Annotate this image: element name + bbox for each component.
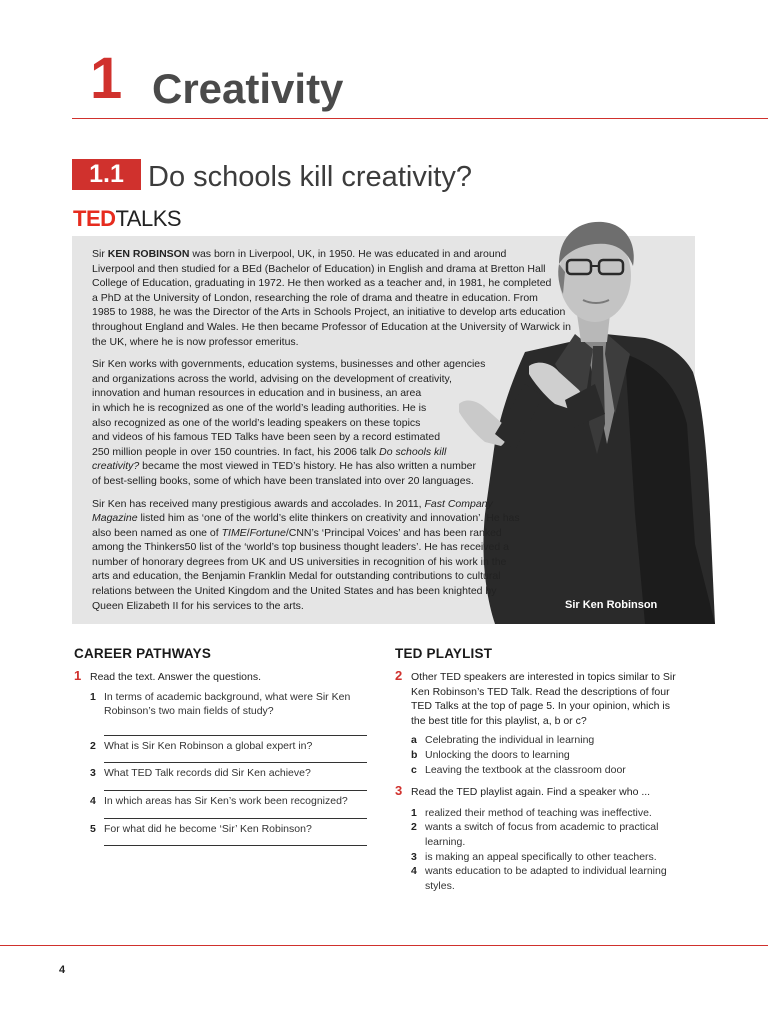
unit-title: Creativity <box>152 65 344 112</box>
question-number: 2 <box>90 739 96 752</box>
option-letter: b <box>411 748 418 761</box>
playlist-item-4 <box>395 864 695 893</box>
publication-name: TIME <box>221 526 247 539</box>
item-number: 1 <box>411 806 417 819</box>
option-a[interactable] <box>395 733 695 748</box>
task-instruction: Read the TED playlist again. Find a speaker who ... <box>411 786 651 799</box>
bio-line: also recognized as one of the world’s leading speakers on these topics <box>92 416 421 429</box>
task-number: 2 <box>395 668 403 683</box>
ted-playlist-section <box>395 646 695 893</box>
bio-text: also been named as one of <box>92 526 222 539</box>
question-text: Robinson’s two main fields of study? <box>104 705 274 718</box>
playlist-item-3 <box>395 850 695 865</box>
bio-line: relations between the United Kingdom and the United States and has been knighted by <box>92 585 497 598</box>
talks-logo-text: TALKS <box>115 206 182 231</box>
question-number: 3 <box>90 767 96 780</box>
photo-caption: Sir Ken Robinson <box>565 599 658 611</box>
option-text: Unlocking the doors to learning <box>425 748 570 761</box>
publication-name: Fortune <box>249 526 286 539</box>
question-number: 4 <box>90 794 96 807</box>
bio-line: number of honorary degrees from UK and US universities in recognition of his work in the <box>92 555 507 568</box>
option-text: Celebrating the individual in learning <box>425 734 595 747</box>
task-instruction: TED Talks at the top of page 5. In your opinion, which is <box>411 700 670 713</box>
bio-line: throughout England and Wales. He then became Professor of Education at the University of Warwick in <box>92 320 571 333</box>
bio-line <box>92 526 571 541</box>
bio-line: Liverpool and then studied for a BEd (Bachelor of Education) in English and drama at Bretton Hall <box>92 262 546 275</box>
bio-line: and videos of his famous TED Talks have been seen by a record estimated <box>92 431 441 444</box>
bio-line: innovation and human resources in education and in business, an area <box>92 387 422 400</box>
bio-line <box>92 247 571 262</box>
task-3 <box>395 785 695 800</box>
item-text: styles. <box>425 879 455 892</box>
item-number: 3 <box>411 850 417 863</box>
biography-text <box>92 247 571 621</box>
career-pathways-heading: CAREER PATHWAYS <box>74 646 212 661</box>
talk-title: creativity? <box>92 460 140 473</box>
bio-line: of best-selling books, some of which have been translated into over 20 languages. <box>92 474 474 487</box>
question-text: For what did he become ‘Sir’ Ken Robinson? <box>104 822 312 835</box>
task-number: 1 <box>74 668 82 683</box>
question-4 <box>74 794 374 809</box>
item-text: wants education to be adapted to individual learning <box>425 865 667 878</box>
option-c[interactable] <box>395 763 695 778</box>
playlist-item-2 <box>395 820 695 849</box>
item-text: realized their method of teaching was ineffective. <box>425 806 652 819</box>
task-instruction: Other TED speakers are interested in topics similar to Sir <box>411 671 676 683</box>
answer-line-4[interactable] <box>104 818 367 819</box>
bio-text: Sir <box>92 248 108 260</box>
publication-name: Fast Company <box>424 497 493 510</box>
option-b[interactable] <box>395 748 695 763</box>
bio-line: College of Education, graduating in 1972. He then worked as a teacher and, in 1981, he completed <box>92 277 552 290</box>
bio-line <box>92 497 571 512</box>
publication-name: Magazine <box>92 512 138 525</box>
ted-logo-text: TED <box>73 206 116 231</box>
bio-line: Queen Elizabeth II for his services to the arts. <box>92 599 304 612</box>
playlist-item-1 <box>395 806 695 821</box>
question-number: 1 <box>90 690 96 703</box>
bio-text: became the most viewed in TED’s history. He has also written a number <box>139 460 476 473</box>
bio-paragraph-3 <box>92 497 571 614</box>
bio-line: in which he is recognized as one of the world’s leading authorities. He is <box>92 401 427 414</box>
bio-line: a PhD at the University of London, researching the role of drama and theatre in education. From <box>92 291 538 304</box>
task-2 <box>395 670 695 728</box>
lesson-number-badge: 1.1 <box>72 159 141 190</box>
item-text: is making an appeal specifically to other teachers. <box>425 850 657 863</box>
question-3 <box>74 766 374 781</box>
option-text: Leaving the textbook at the classroom door <box>425 763 626 776</box>
bio-line <box>92 459 571 474</box>
question-number: 5 <box>90 822 96 835</box>
item-text: wants a switch of focus from academic to practical <box>425 821 659 834</box>
page-number: 4 <box>59 964 66 976</box>
bio-text: / <box>246 526 250 539</box>
task-1 <box>74 670 374 685</box>
bio-text: was born in Liverpool, UK, in 1950. He was educated in and around <box>189 248 507 260</box>
answer-line-5[interactable] <box>104 845 367 846</box>
task-instruction: the best title for this playlist, a, b or c? <box>411 714 587 727</box>
ted-playlist-heading: TED PLAYLIST <box>395 646 493 661</box>
question-5 <box>74 822 374 837</box>
bio-text: 250 million people in over 150 countries. In fact, his 2006 talk <box>92 445 380 458</box>
answer-line-1[interactable] <box>104 735 367 736</box>
bio-line <box>92 511 571 526</box>
talk-title: Do schools kill <box>379 445 447 458</box>
bio-text: Sir Ken has received many prestigious awards and accolades. In 2011, <box>92 497 425 510</box>
speaker-name: KEN ROBINSON <box>107 248 190 260</box>
bio-text: /CNN’s ‘Principal Voices’ and has been ranked <box>285 526 502 539</box>
item-text: learning. <box>425 835 466 848</box>
question-1 <box>74 690 374 719</box>
unit-number: 1 <box>90 46 123 111</box>
item-number: 2 <box>411 821 417 834</box>
answer-line-3[interactable] <box>104 790 367 791</box>
bio-line: arts and education, the Benjamin Franklin Medal for outstanding contributions to cultural <box>92 570 501 583</box>
bio-line: 1985 to 1988, he was the Director of the Arts in Schools Project, an initiative to develop arts education <box>92 306 566 319</box>
ted-talks-logo <box>73 208 181 230</box>
footer-divider <box>0 945 768 946</box>
bio-line: Sir Ken works with governments, education systems, businesses and other agencies <box>92 358 486 371</box>
option-letter: a <box>411 734 417 747</box>
task-number: 3 <box>395 783 403 799</box>
bio-text: listed him as ‘one of the world’s elite thinkers on creativity and innovation’. He has <box>137 512 520 525</box>
option-letter: c <box>411 763 417 776</box>
bio-paragraph-1 <box>92 247 571 349</box>
lesson-title: Do schools kill creativity? <box>148 161 472 193</box>
task-instruction: Read the text. Answer the questions. <box>90 671 262 683</box>
bio-paragraph-2 <box>92 357 571 488</box>
question-text: What TED Talk records did Sir Ken achieve? <box>104 767 311 780</box>
header-divider <box>72 118 768 119</box>
bio-line: and organizations across the world, advising on the development of creativity, <box>92 372 452 385</box>
question-text: In terms of academic background, what were Sir Ken <box>104 690 351 703</box>
bio-line <box>92 445 571 460</box>
question-text: In which areas has Sir Ken’s work been recognized? <box>104 794 348 807</box>
bio-line: the UK, where he is now professor emeritus. <box>92 335 299 348</box>
task-instruction: Ken Robinson’s TED Talk. Read the descriptions of four <box>411 685 670 698</box>
answer-line-2[interactable] <box>104 762 367 763</box>
item-number: 4 <box>411 865 417 878</box>
career-pathways-section <box>74 646 374 846</box>
bio-line: among the Thinkers50 list of the ‘world’s top business thought leaders’. He has received a <box>92 541 509 554</box>
question-text: What is Sir Ken Robinson a global expert in? <box>104 739 313 752</box>
question-2 <box>74 739 374 754</box>
